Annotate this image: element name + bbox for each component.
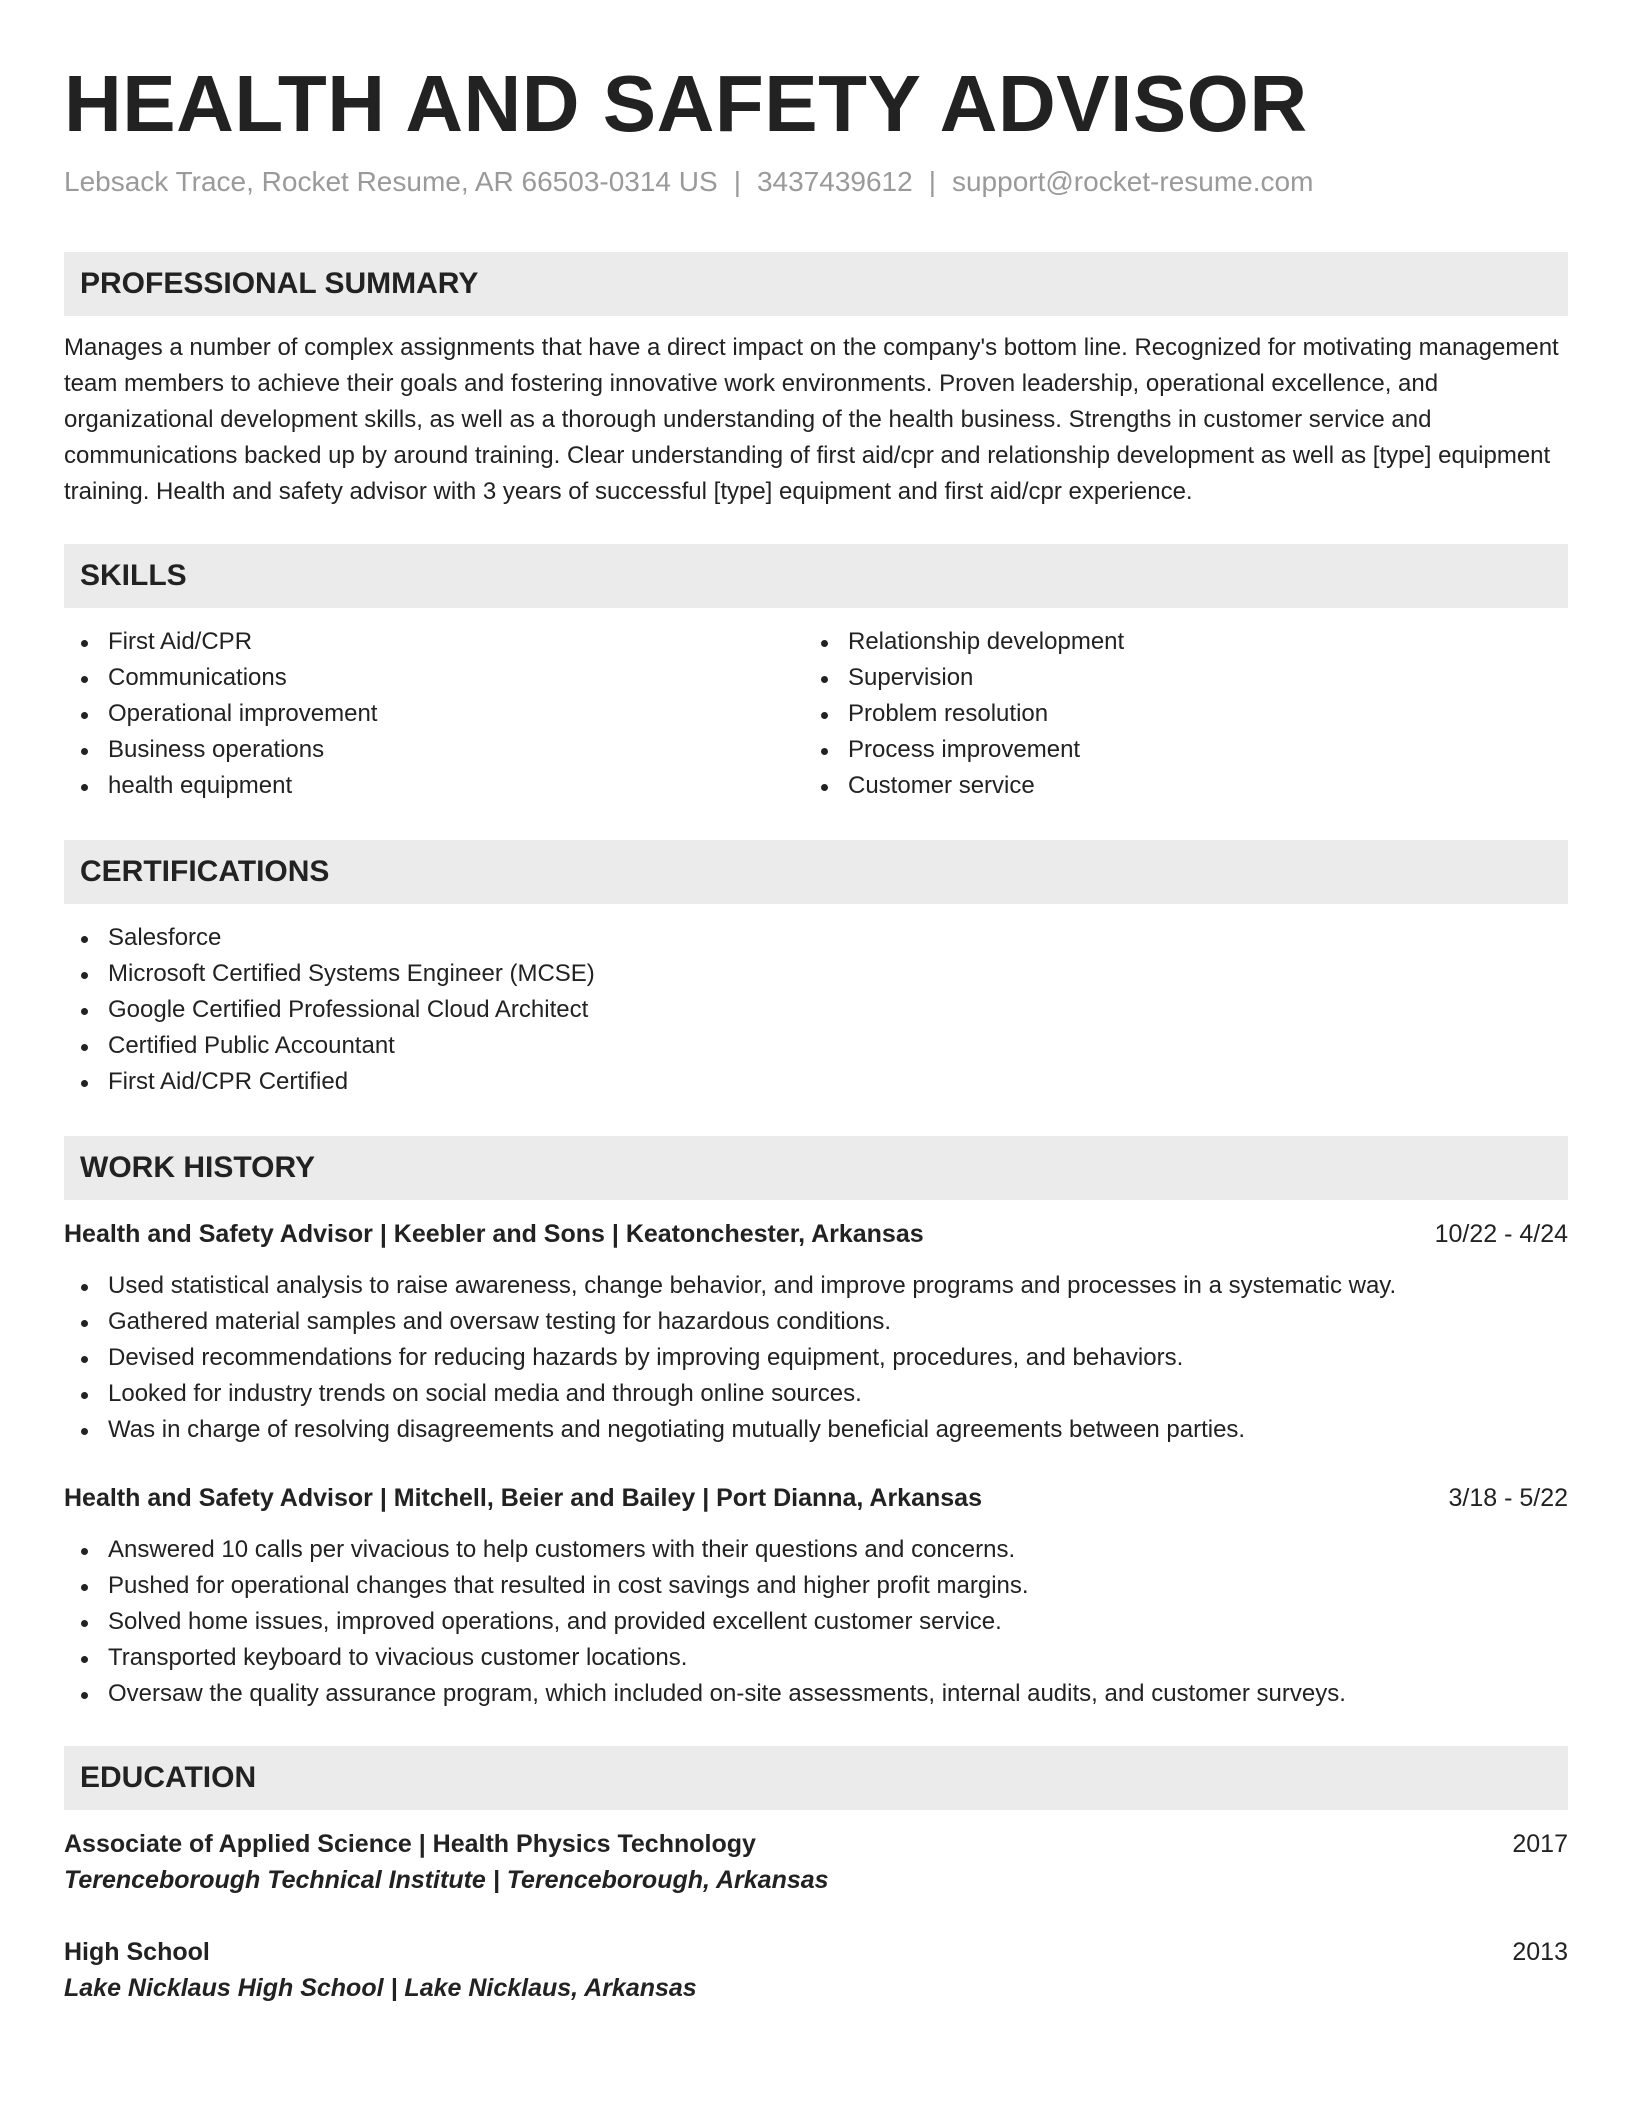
job-entry <box>64 1216 1568 1448</box>
job-title: Health and Safety Advisor | Keebler and Sons | Keatonchester, Arkansas <box>64 1220 924 1248</box>
skill-item: First Aid/CPR <box>64 624 804 660</box>
contact-line <box>64 164 1568 200</box>
education-header <box>64 1826 1568 1862</box>
skill-item: Communications <box>64 660 804 696</box>
job-entry <box>64 1480 1568 1712</box>
resume-name: HEALTH AND SAFETY ADVISOR <box>64 59 1308 148</box>
job-bullets <box>64 1268 1568 1448</box>
skill-item: Relationship development <box>804 624 1544 660</box>
job-bullet: Transported keyboard to vivacious customer locations. <box>64 1640 1568 1676</box>
skills-column-right <box>804 624 1544 804</box>
job-bullet: Solved home issues, improved operations, and provided excellent customer service. <box>64 1604 1568 1640</box>
summary-text: Manages a number of complex assignments that have a direct impact on the company's bottom line. Recognized for motivating management team members to achieve their goals and fostering innovative work environments. Proven leadership, operational excellence, and organizational development skills, as well as a thorough understanding of the health business. Strengths in customer service and communications backed up by around training. Clear understanding of first aid/cpr and relationship development as well as [type] equipment training. Health and safety advisor with 3 years of successful [type] equipment and first aid/cpr experience. <box>64 334 1559 505</box>
contact-separator: | <box>733 166 741 197</box>
education-entry <box>64 1934 1568 2006</box>
education-entry <box>64 1826 1568 1898</box>
job-bullet: Oversaw the quality assurance program, which included on-site assessments, internal audits, and customer surveys. <box>64 1676 1568 1712</box>
skills-column-left <box>64 624 804 804</box>
job-bullets <box>64 1532 1568 1712</box>
job-dates: 10/22 - 4/24 <box>1434 1220 1568 1248</box>
job-bullet: Gathered material samples and oversaw testing for hazardous conditions. <box>64 1304 1568 1340</box>
certifications-list <box>64 920 1568 1100</box>
job-bullet: Looked for industry trends on social media and through online sources. <box>64 1376 1568 1412</box>
job-bullet: Answered 10 calls per vivacious to help customers with their questions and concerns. <box>64 1532 1568 1568</box>
job-bullet: Devised recommendations for reducing hazards by improving equipment, procedures, and behaviors. <box>64 1340 1568 1376</box>
education-year: 2013 <box>1512 1938 1568 1966</box>
job-dates: 3/18 - 5/22 <box>1448 1484 1568 1512</box>
education-section-header: EDUCATION <box>64 1746 1568 1810</box>
skills-section-header: SKILLS <box>64 544 1568 608</box>
job-bullet: Used statistical analysis to raise awareness, change behavior, and improve programs and processes in a systematic way. <box>64 1268 1568 1304</box>
skills-list <box>64 624 1568 804</box>
job-bullet: Was in charge of resolving disagreements and negotiating mutually beneficial agreements between parties. <box>64 1412 1568 1448</box>
education-year: 2017 <box>1512 1830 1568 1858</box>
job-bullet: Pushed for operational changes that resulted in cost savings and higher profit margins. <box>64 1568 1568 1604</box>
summary-section-header: PROFESSIONAL SUMMARY <box>64 252 1568 316</box>
skill-item: Problem resolution <box>804 696 1544 732</box>
education-degree: Associate of Applied Science | Health Physics Technology <box>64 1830 756 1858</box>
contact-separator: | <box>928 166 936 197</box>
certification-item: Google Certified Professional Cloud Architect <box>64 992 1568 1028</box>
education-header <box>64 1934 1568 1970</box>
job-header <box>64 1216 1568 1252</box>
job-header <box>64 1480 1568 1516</box>
certification-item: First Aid/CPR Certified <box>64 1064 1568 1100</box>
certification-item: Salesforce <box>64 920 1568 956</box>
education-degree: High School <box>64 1938 210 1966</box>
certification-item: Microsoft Certified Systems Engineer (MCSE) <box>64 956 1568 992</box>
work-history-section-header: WORK HISTORY <box>64 1136 1568 1200</box>
certification-item: Certified Public Accountant <box>64 1028 1568 1064</box>
education-school: Lake Nicklaus High School | Lake Nicklaus, Arkansas <box>64 1974 697 2002</box>
resume-page <box>64 0 1568 2006</box>
skill-item: health equipment <box>64 768 804 804</box>
skill-item: Customer service <box>804 768 1544 804</box>
skill-item: Process improvement <box>804 732 1544 768</box>
certifications-section-header: CERTIFICATIONS <box>64 840 1568 904</box>
skill-item: Business operations <box>64 732 804 768</box>
skill-item: Supervision <box>804 660 1544 696</box>
contact-email: support@rocket-resume.com <box>951 166 1314 197</box>
skill-item: Operational improvement <box>64 696 804 732</box>
job-title: Health and Safety Advisor | Mitchell, Beier and Bailey | Port Dianna, Arkansas <box>64 1484 982 1512</box>
contact-phone: 3437439612 <box>756 166 913 197</box>
contact-address: Lebsack Trace, Rocket Resume, AR 66503-0314 US <box>64 166 718 197</box>
education-school: Terenceborough Technical Institute | Terenceborough, Arkansas <box>64 1866 829 1894</box>
